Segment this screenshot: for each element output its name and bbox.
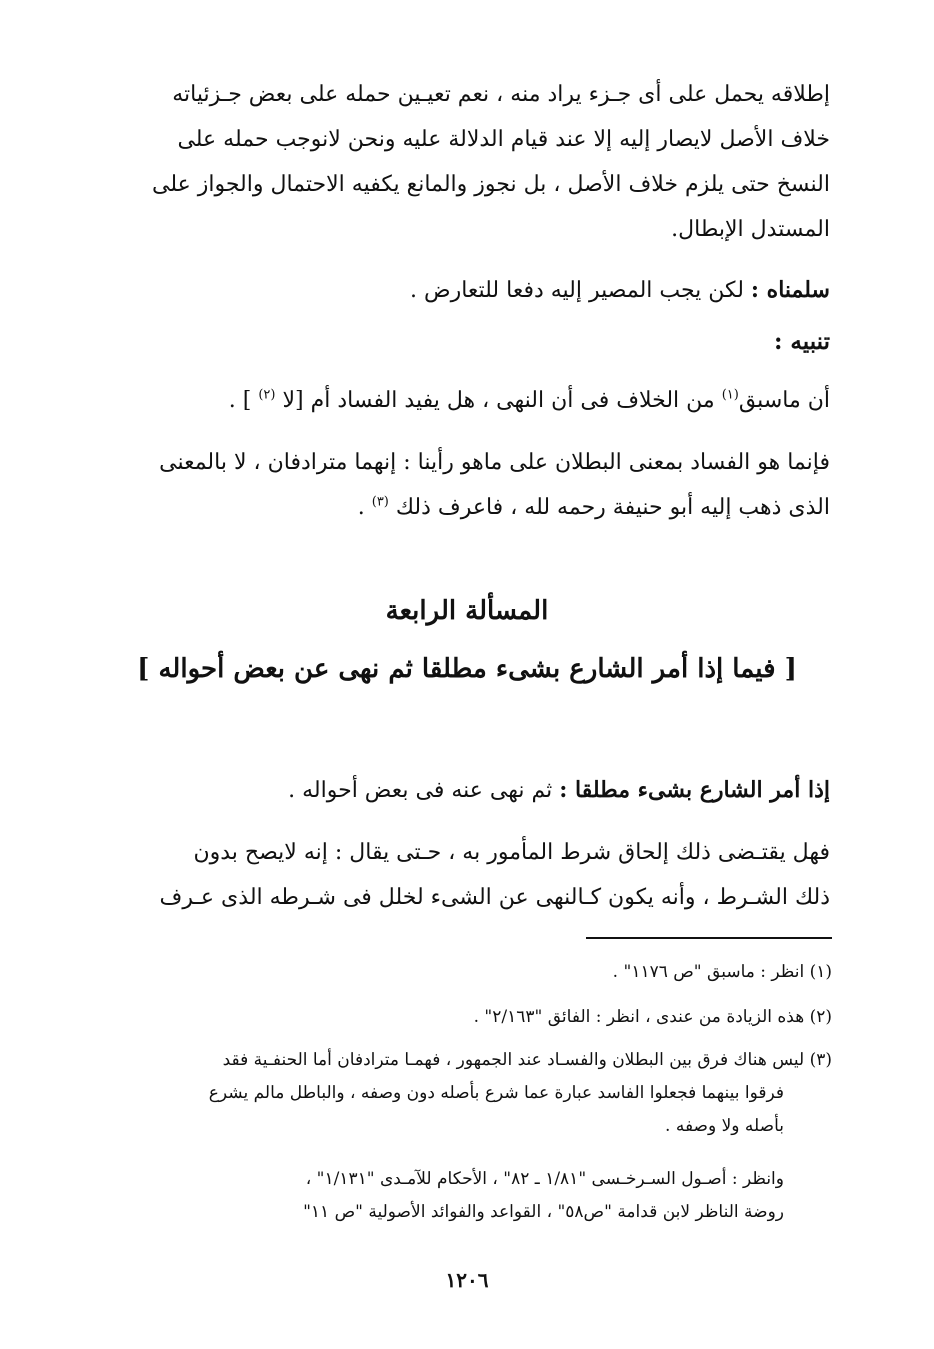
paragraph-text: ثم نهى عنه فى بعض أحواله . bbox=[288, 778, 553, 803]
paragraph-continuation bbox=[120, 72, 830, 252]
footnote-text: فرقوا بينهما فجعلوا الفاسد عبارة عما شرع بأصله دون وصفه ، والباطل مالم يشرع bbox=[208, 1083, 784, 1103]
paragraph-amr bbox=[120, 768, 830, 813]
text-line: خلاف الأصل لايصار إليه إلا عند قيام الدلالة عليه ونحن لانوجب حمله على bbox=[177, 127, 830, 152]
paragraph-tanbih bbox=[120, 378, 830, 423]
footnote-text: وانظر : أصـول السـرخـسى "١/٨١ ـ ٨٢" ، الأحكام للآمـدى "١/١٣١" ، bbox=[305, 1169, 784, 1189]
paragraph-text: ] . bbox=[228, 388, 252, 413]
paragraph-text: أن ماسبق bbox=[738, 388, 830, 413]
paragraph-text: . bbox=[357, 495, 365, 520]
footnote-3 bbox=[120, 1044, 832, 1143]
footnote-text: (٢) هذه الزيادة من عندى ، انظر : الفائق "٢/١٦٣" . bbox=[473, 1007, 832, 1027]
paragraph-text: من الخلاف فى أن النهى ، هل يفيد الفساد أم [لا bbox=[282, 388, 715, 413]
footnote-ref: (١) bbox=[721, 387, 739, 403]
text-line bbox=[120, 485, 830, 530]
section-subtitle: [ فيما إذا أمر الشارع بشىء مطلقا ثم نهى عن بعض أحواله ] bbox=[137, 654, 797, 684]
tanbih-heading: تنبيه : bbox=[773, 328, 830, 355]
paragraph-text: لكن يجب المصير إليه دفعا للتعارض . bbox=[409, 278, 744, 303]
paragraph-lead: إذا أمر الشارع بشىء مطلقا : bbox=[559, 777, 830, 803]
section-title: المسألة الرابعة bbox=[385, 596, 549, 626]
footnote-text: روضة الناظر لابن قدامة "ص٥٨" ، القواعد والفوائد الأصولية "ص ١١" bbox=[303, 1202, 784, 1222]
footnote-ref: (٢) bbox=[258, 387, 276, 403]
text-line: ذلك الشـرط ، وأنه يكون كـالنهى عن الشىء لخلل فى شـرطه الذى عـرف bbox=[159, 885, 830, 910]
paragraph-text: الذى ذهب إليه أبو حنيفة رحمه لله ، فاعرف ذلك bbox=[395, 495, 830, 520]
paragraph-fasad bbox=[120, 440, 830, 530]
text-line: النسخ حتى يلزم خلاف الأصل ، بل نجوز والمانع يكفيه الاحتمال والجواز على bbox=[152, 172, 830, 197]
paragraph-question bbox=[120, 830, 830, 920]
footnote-2 bbox=[120, 1001, 832, 1034]
footnote-ref: (٣) bbox=[371, 494, 389, 510]
paragraph-salamnahu bbox=[120, 268, 830, 313]
text-line: المستدل الإبطال. bbox=[671, 217, 830, 242]
footnote-divider bbox=[586, 937, 832, 939]
footnote-text: بأصله ولا وصفه . bbox=[665, 1116, 784, 1136]
footnote-text: (٣) ليس هناك فرق بين البطلان والفسـاد عند الجمهور ، فهمـا مترادفان أما الحنفـية فقد bbox=[222, 1050, 832, 1070]
footnote-1 bbox=[120, 956, 832, 989]
text-line: فهل يقتـضى ذلك إلحاق شرط المأمور به ، حـتى يقال : إنه لايصح بدون bbox=[193, 840, 830, 865]
text-line: فإنما هو الفساد بمعنى البطلان على ماهو رأينا : إنهما مترادفان ، لا بالمعنى bbox=[159, 450, 830, 475]
text-line: إطلاقه يحمل على أى جـزء يراد منه ، نعم تعيـين حمله على بعض جـزئياته bbox=[172, 82, 830, 107]
footnote-text: (١) انظر : ماسبق "ص ١١٧٦" . bbox=[612, 962, 832, 982]
footnote-3-references bbox=[120, 1163, 832, 1229]
paragraph-lead: سلمناه : bbox=[750, 277, 830, 303]
page-number: ١٢٠٦ bbox=[445, 1268, 489, 1292]
